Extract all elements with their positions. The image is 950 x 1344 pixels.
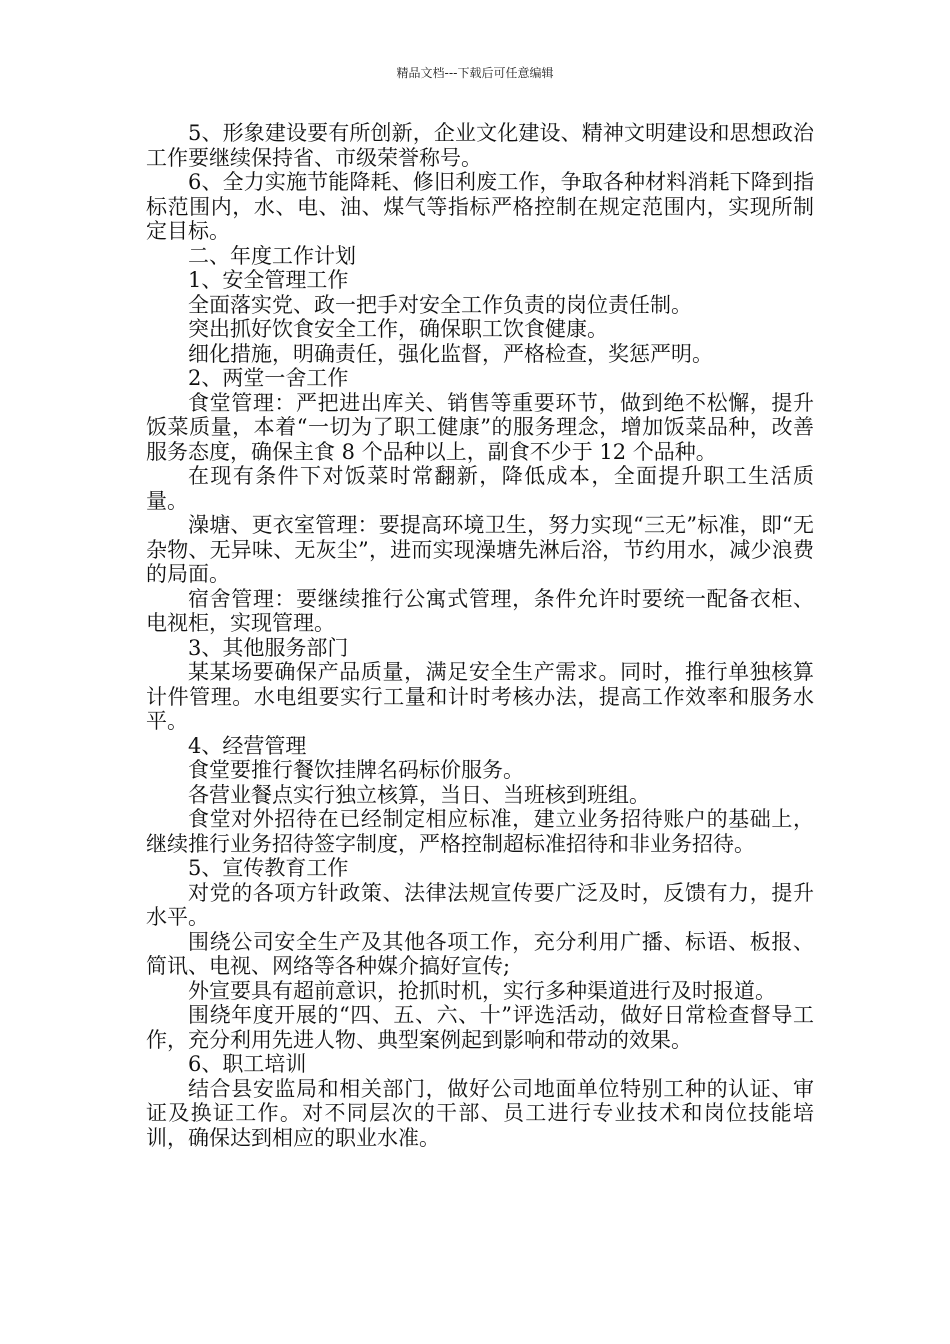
- subsection-heading: 2、两堂一舍工作: [188, 366, 349, 390]
- subsection-heading: 1、安全管理工作: [188, 268, 349, 292]
- paragraph: 突出抓好饮食安全工作，确保职工饮食健康。: [188, 317, 608, 341]
- subsection-heading: 5、宣传教育工作: [188, 856, 349, 880]
- paragraph: 宿舍管理：要继续推行公寓式管理，条件允许时要统一配备衣柜、电视柜，实现管理。: [146, 586, 814, 635]
- paragraph: 某某场要确保产品质量，满足安全生产需求。同时，推行单独核算计件管理。水电组要实行工量和计时考核办法，提高工作效率和服务水平。: [146, 660, 814, 733]
- subsection-heading: 3、其他服务部门: [188, 635, 349, 660]
- paragraph: 全面落实党、政一把手对安全工作负责的岗位责任制。: [188, 292, 692, 317]
- document-body: [146, 121, 814, 1150]
- paragraph: 5、形象建设要有所创新，企业文化建设、精神文明建设和思想政治工作要继续保持省、市级荣誉称号。: [146, 121, 814, 170]
- paragraph: 细化措施，明确责任，强化监督，严格检查，奖惩严明。: [188, 341, 713, 366]
- paragraph: 食堂对外招待在已经制定相应标准，建立业务招待账户的基础上，继续推行业务招待签字制度，严格控制超标准招待和非业务招待。: [146, 807, 814, 856]
- paragraph: 围绕公司安全生产及其他各项工作，充分利用广播、标语、板报、简讯、电视、网络等各种媒介搞好宣传;: [146, 929, 814, 978]
- paragraph: 外宣要具有超前意识，抢抓时机，实行多种渠道进行及时报道。: [188, 978, 776, 1003]
- paragraph: 澡塘、更衣室管理：要提高环境卫生，努力实现“三无”标准，即“无杂物、无异味、无灰尘”，进而实现澡塘先淋后浴，节约用水，减少浪费的局面。: [146, 513, 814, 586]
- subsection-heading: 6、职工培训: [188, 1052, 307, 1076]
- section-heading: 二、年度工作计划: [188, 243, 356, 268]
- paragraph: 食堂管理：严把进出库关、销售等重要环节，做到绝不松懈，提升饭菜质量，本着“一切为了职工健康”的服务理念，增加饭菜品种，改善服务态度，确保主食 8 个品种以上，副食不少于 12 个品种。: [146, 390, 814, 464]
- paragraph: 食堂要推行餐饮挂牌名码标价服务。: [188, 758, 524, 782]
- paragraph: 对党的各项方针政策、法律法规宣传要广泛及时，反馈有力，提升水平。: [146, 880, 814, 929]
- paragraph: 各营业餐点实行独立核算，当日、当班核到班组。: [188, 782, 650, 807]
- subsection-heading: 4、经营管理: [188, 733, 307, 758]
- paragraph: 在现有条件下对饭菜时常翻新，降低成本，全面提升职工生活质量。: [146, 464, 814, 513]
- page-header: 精品文档---下载后可任意编辑: [396, 66, 554, 80]
- paragraph: 结合县安监局和相关部门，做好公司地面单位特别工种的认证、审证及换证工作。对不同层次的干部、员工进行专业技术和岗位技能培训，确保达到相应的职业水准。: [146, 1076, 814, 1150]
- paragraph: 6、全力实施节能降耗、修旧利废工作，争取各种材料消耗下降到指标范围内，水、电、油、煤气等指标严格控制在规定范围内，实现所制定目标。: [146, 170, 814, 243]
- paragraph: 围绕年度开展的“四、五、六、十”评选活动，做好日常检查督导工作，充分利用先进人物、典型案例起到影响和带动的效果。: [146, 1003, 814, 1052]
